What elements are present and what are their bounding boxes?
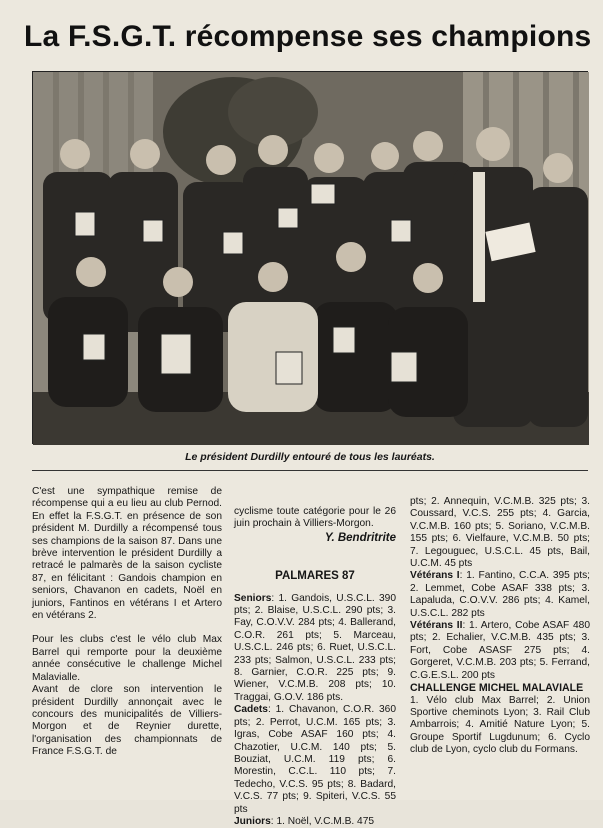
seniors-text: : 1. Gandois, U.S.C.L. 390 pts; 2. Blaise, U.S.C.L. 290 pts; 3. Fay, C.O.V.V. 284 pts; 4. Ballerand, C.O.R. 261 pts; 5. Marceau, U.S.C.L. 246 pts; 6. Ruet, U.S.C.L. 233 pts; Salmon, U.S.C.L. 233 pts; 8. Garnier, C.O.R. 225 pts; 9. Wiener, V.C.M.B. 208 pts; 10. Traggai, G.O.V. 186 pts. (234, 592, 396, 703)
veterans2-results (410, 620, 590, 682)
veterans1-results (410, 570, 590, 620)
article-continuation: cyclisme toute catégorie pour le 26 juin prochain à Villiers-Morgon. (234, 506, 396, 530)
juniors-continuation: pts; 2. Annequin, V.C.M.B. 325 pts; 3. Coussard, V.C.S. 255 pts; 4. Garcia, V.C.M.B. 160 pts; 5. Soriano, V.C.M.B. 155 pts; 6. Vielfaure, V.C.M.B. 50 pts; 7. Legouguec, U.S.C.L. 45 pts, Bail, U.C.M. 45 pts (410, 496, 590, 570)
juniors-text: : 1. Noël, V.C.M.B. 475 (270, 815, 375, 827)
seniors-label: Seniors (234, 592, 272, 604)
group-photo-illustration (33, 72, 589, 445)
veterans1-label: Vétérans I (410, 570, 460, 582)
photo-caption: Le président Durdilly entouré de tous les lauréats. (185, 451, 435, 463)
article-paragraph-3: Avant de clore son intervention le président Durdilly annonçait avec le concours des municipalités de Villiers-Morgon et de Reynier durette, l'organisation des championnats de France F.S.G.T. de (32, 684, 222, 758)
juniors-results (234, 816, 396, 828)
article-column-2 (234, 506, 396, 828)
cadets-label: Cadets (234, 704, 268, 716)
challenge-results: 1. Vélo club Max Barrel; 2. Union Sportive cheminots Lyon; 3. Rail Club Ambarrois; 4. Amitié Nature Lyon; 5. Groupe Sportif Lugdunum; 6. Cyclo club de Lyon, cyclo club du Formans. (410, 694, 590, 756)
cadets-results (234, 704, 396, 816)
veterans1-text: : 1. Fantino, C.C.A. 395 pts; 2. Lemmet, Cobe ASAF 338 pts; 3. Lapaluda, C.O.V.V. 286 pts; 4. Kamel, U.S.C.L. 282 pts (410, 570, 590, 619)
seniors-results (234, 593, 396, 705)
article-paragraph-2: Pour les clubs c'est le vélo club Max Barrel qui remporte pour la deuxième année consécutive le challenge Michel Malavialle. (32, 634, 222, 683)
juniors-label: Juniors (234, 815, 271, 827)
author-byline: Y. Bendritrite (324, 531, 396, 544)
divider-rule (32, 470, 588, 471)
challenge-title: CHALLENGE MICHEL MALAVIALE (410, 682, 584, 695)
group-photo (32, 71, 588, 444)
headline: La F.S.G.T. récompense ses champions (24, 20, 592, 53)
article-intro: C'est une sympathique remise de récompense qui a eu lieu au club Pernod. En effet la F.S.G.T. en présence de son président M. Durdilly a récompensé tous ses champions de la saison 87. Dans une brève intervention le président Durdilly a retracé le palmarès de la saison cycliste 87, en félicitant : Gandois champion en seniors, Chavanon en cadets, Noël en juniors, Fantinos en vétérans I et Artero en vétérans 2. (32, 486, 222, 622)
palmares-title: PALMARES 87 (275, 570, 355, 583)
cadets-text: : 1. Chavanon, C.O.R. 360 pts; 2. Perrot, U.C.M. 165 pts; 3. Igras, Cobe ASAF 160 pts; 4. Chazotier, U.C.M. 140 pts; 5. Bouziat, U.C.M. 119 pts; 6. Morestin, C.C.L. 110 pts; 7. Tedecho, V.C.S. 95 pts; 8. Badard, V.C.S. 77 pts; 9. Spiteri, V.C.S. 55 pts (234, 704, 396, 815)
veterans2-label: Vétérans II (410, 620, 463, 632)
article-column-1 (32, 486, 222, 759)
veterans2-text: : 1. Artero, Cobe ASAF 480 pts; 2. Echalier, V.C.M.B. 435 pts; 3. Fort, Cobe ASASF 275 pts; 4. Gorgeret, V.C.M.B. 203 pts; 5. Ferrand, C.G.E.S.L. 200 pts (410, 620, 591, 681)
article-column-3 (410, 496, 590, 757)
